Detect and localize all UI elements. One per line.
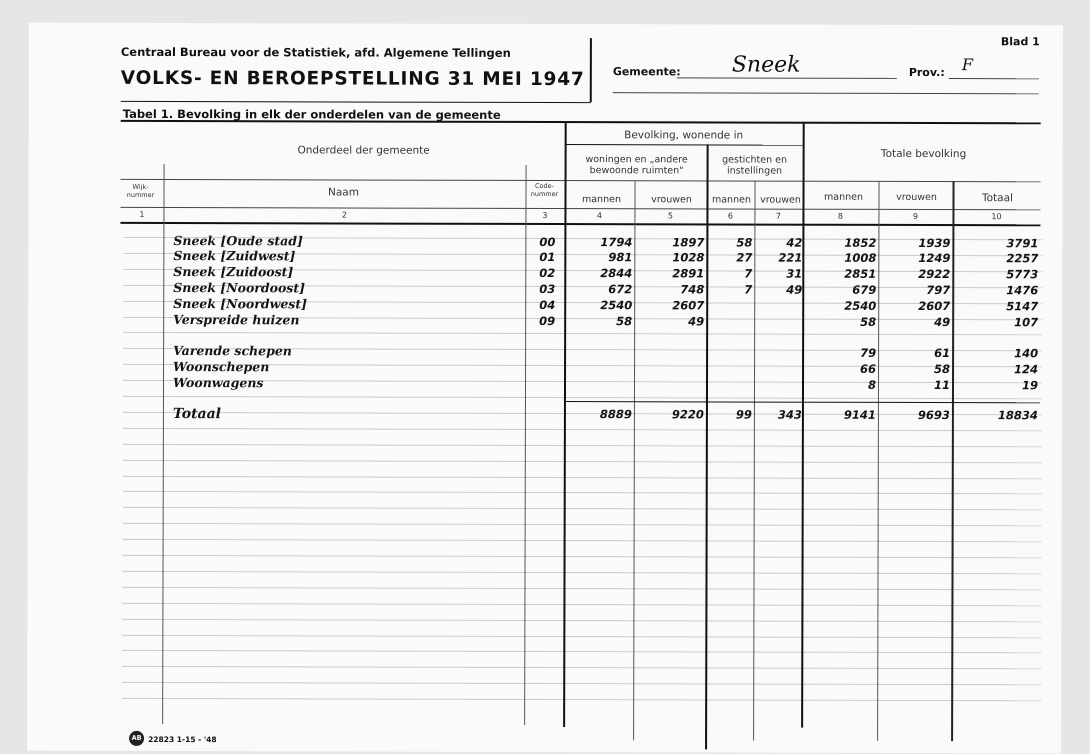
census-form-sheet xyxy=(27,23,1063,754)
row-cell-t: 5147 xyxy=(1006,299,1039,314)
code-header: Code-nummer xyxy=(530,181,559,199)
ruled-line xyxy=(123,491,1042,494)
row-cell-t: 19 xyxy=(1021,378,1039,393)
ruled-line xyxy=(123,523,1042,526)
ruled-line xyxy=(123,571,1042,574)
municipality-label: Gemeente: xyxy=(612,65,681,79)
col8-mannen: mannen xyxy=(823,191,863,203)
total-population-header: Totale bevolking xyxy=(880,147,967,161)
institutions-header: gestichten en instellingen xyxy=(722,154,788,177)
col4-mannen: mannen xyxy=(581,194,621,206)
row-name: Woonschepen xyxy=(173,359,270,375)
row-cell-v-t: 2607 xyxy=(918,298,951,314)
total-t: 18834 xyxy=(997,408,1038,423)
row-cell-m-w: 2844 xyxy=(600,266,633,281)
col-number-rule-bottom xyxy=(120,222,1040,226)
row-name: Sneek [Noordoost] xyxy=(173,280,306,296)
column-number: 7 xyxy=(775,211,782,221)
column-number: 9 xyxy=(912,211,919,221)
province-label: Prov.: xyxy=(908,65,945,80)
row-cell-v-t: 2922 xyxy=(918,266,951,282)
ruled-line xyxy=(123,539,1042,542)
row-name: Verspreide huizen xyxy=(173,312,300,328)
row-cell-v-t: 11 xyxy=(933,378,951,393)
column-number: 4 xyxy=(596,211,603,221)
row-cell-v-w: 1028 xyxy=(672,250,705,265)
header-sub-rule xyxy=(121,179,1041,182)
col9-vrouwen: vrouwen xyxy=(896,191,937,204)
row-cell-t: 124 xyxy=(1014,362,1039,377)
row-cell-code: 01 xyxy=(539,249,556,265)
agency-line: Centraal Bureau voor de Statistiek, afd. Algemene Tellingen xyxy=(120,44,511,60)
column-number: 10 xyxy=(991,212,1002,222)
ruled-line xyxy=(123,507,1042,510)
printer-logo xyxy=(129,731,144,746)
ledger-grid xyxy=(29,23,1063,26)
header-extra-line xyxy=(613,92,1039,94)
totals-label: Totaal xyxy=(172,406,222,423)
row-cell-m-t: 58 xyxy=(860,314,877,329)
row-cell-code: 04 xyxy=(539,297,556,313)
row-cell-m-t: 2540 xyxy=(844,298,877,313)
col10-totaal: Totaal xyxy=(981,192,1013,205)
row-name: Sneek [Zuidoost] xyxy=(173,264,294,280)
printer-logo-text: AB xyxy=(131,733,142,742)
dwellings-header: woningen en „andere bewoonde ruimten" xyxy=(585,154,688,177)
row-cell-v-t: 58 xyxy=(934,362,951,377)
row-cell-m-t: 1008 xyxy=(844,250,877,265)
row-cell-m-w: 1794 xyxy=(600,235,633,250)
row-cell-v-t: 1939 xyxy=(918,235,951,251)
municipality-value: Sneek xyxy=(731,52,801,78)
sheet-number: Blad 1 xyxy=(1000,35,1040,49)
form-title: VOLKS- EN BEROEPSTELLING 31 MEI 1947 xyxy=(120,67,585,91)
column-number: 8 xyxy=(837,211,844,221)
row-cell-m-w: 672 xyxy=(608,282,633,297)
wijk-header: Wijk-nummer xyxy=(126,182,155,199)
ruled-line xyxy=(123,396,1042,399)
row-cell-m-t: 2851 xyxy=(844,266,877,281)
row-cell-v-w: 2891 xyxy=(672,266,705,281)
row-cell-m-w: 981 xyxy=(608,250,633,265)
row-cell-v-g: 42 xyxy=(786,235,803,250)
column-number: 5 xyxy=(667,211,674,221)
row-cell-m-t: 8 xyxy=(867,377,877,392)
row-cell-m-t: 679 xyxy=(852,282,877,297)
row-cell-v-w: 49 xyxy=(688,314,705,329)
row-cell-code: 03 xyxy=(539,281,556,297)
row-name: Sneek [Noordwest] xyxy=(173,296,308,312)
column-number: 3 xyxy=(542,210,548,221)
row-cell-code: 02 xyxy=(539,265,556,281)
row-cell-v-w: 2607 xyxy=(672,298,705,313)
row-cell-t: 5773 xyxy=(1006,267,1039,282)
total-m-g: 99 xyxy=(735,407,752,422)
table-title: Tabel 1. Bevolking in elk der onderdelen van de gemeente xyxy=(122,106,501,122)
row-name: Sneek [Zuidwest] xyxy=(173,248,296,264)
ruled-line xyxy=(123,428,1042,431)
col7-vrouwen: vrouwen xyxy=(760,194,801,206)
row-cell-m-g: 7 xyxy=(744,266,753,281)
province-underline xyxy=(949,78,1039,79)
row-cell-m-w: 2540 xyxy=(600,298,633,313)
row-cell-t: 140 xyxy=(1014,346,1039,361)
row-cell-v-g: 221 xyxy=(778,250,803,265)
ruled-line xyxy=(123,475,1042,478)
ruled-line xyxy=(122,603,1041,606)
row-cell-m-t: 66 xyxy=(860,361,877,376)
row-cell-v-g: 49 xyxy=(786,282,803,297)
municipality-underline xyxy=(677,77,897,79)
row-cell-v-w: 748 xyxy=(680,282,705,297)
row-cell-code: 09 xyxy=(539,313,556,329)
row-name: Varende schepen xyxy=(173,343,292,359)
ruled-line xyxy=(122,587,1041,590)
province-value: F xyxy=(961,55,973,75)
ruled-line xyxy=(123,332,1042,335)
row-cell-m-t: 1852 xyxy=(844,235,877,250)
row-cell-v-t: 797 xyxy=(926,282,951,298)
ruled-line xyxy=(123,555,1042,558)
row-cell-v-t: 61 xyxy=(934,346,951,361)
row-cell-v-w: 1897 xyxy=(672,235,705,250)
row-cell-t: 1476 xyxy=(1006,283,1039,298)
pop-header-rule xyxy=(565,144,803,146)
row-cell-v-t: 49 xyxy=(934,315,951,330)
row-cell-m-w: 58 xyxy=(616,314,633,329)
table-title-rule xyxy=(121,120,1041,124)
naam-header: Naam xyxy=(328,186,359,199)
row-cell-m-g: 7 xyxy=(744,282,753,297)
col6-mannen: mannen xyxy=(711,194,751,206)
ruled-line xyxy=(122,698,1041,701)
header-underline xyxy=(121,101,591,103)
column-number: 6 xyxy=(727,211,734,221)
header-divider xyxy=(590,38,592,102)
total-m-w: 8889 xyxy=(599,407,632,422)
ruled-line xyxy=(122,666,1041,669)
row-cell-v-t: 1249 xyxy=(918,250,951,266)
ruled-line xyxy=(122,618,1041,621)
ruled-line xyxy=(123,444,1042,447)
col5-vrouwen: vrouwen xyxy=(651,194,692,206)
row-cell-t: 3791 xyxy=(1006,236,1039,251)
row-cell-m-t: 79 xyxy=(860,345,877,360)
total-v-w: 9220 xyxy=(671,407,704,422)
ruled-line xyxy=(123,459,1042,462)
ruled-line xyxy=(122,634,1041,637)
row-cell-t: 107 xyxy=(1014,315,1039,330)
total-v-t: 9693 xyxy=(917,407,950,423)
column-number: 1 xyxy=(139,209,145,219)
row-cell-v-g: 31 xyxy=(786,266,803,281)
population-header: Bevolking, wonende in xyxy=(624,129,744,142)
row-name: Woonwagens xyxy=(172,375,264,391)
part-header: Onderdeel der gemeente xyxy=(297,144,430,157)
total-m-t: 9141 xyxy=(843,407,876,422)
total-v-g: 343 xyxy=(777,407,802,422)
row-cell-code: 00 xyxy=(539,234,556,250)
row-cell-m-g: 58 xyxy=(736,235,753,250)
print-code: 22823 1-15 - '48 xyxy=(148,734,217,745)
ruled-line xyxy=(122,650,1041,653)
row-name: Sneek [Oude stad] xyxy=(173,233,303,249)
column-number: 2 xyxy=(341,210,348,220)
row-cell-t: 2257 xyxy=(1006,251,1039,266)
ruled-line xyxy=(122,682,1041,685)
row-cell-m-g: 27 xyxy=(736,250,753,265)
